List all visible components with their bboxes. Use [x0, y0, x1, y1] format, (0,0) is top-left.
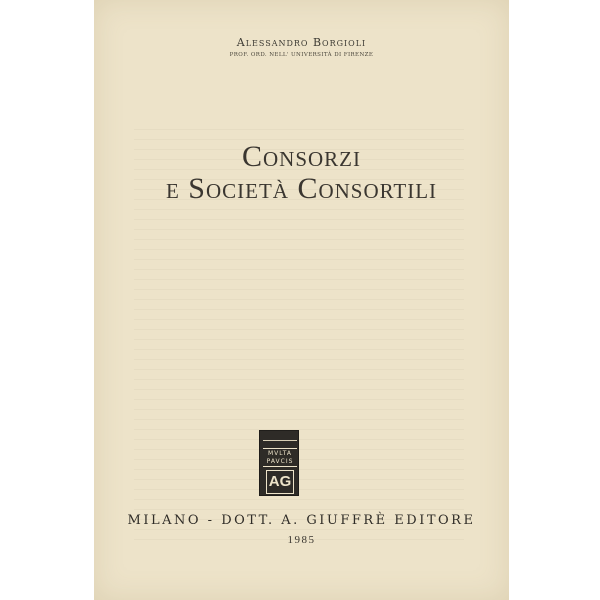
- logo-initials-box: [266, 470, 294, 494]
- book-title-line-1: Consorzi: [241, 140, 361, 173]
- title-page: [94, 0, 509, 600]
- author-name: Alessandro Borgioli: [236, 36, 367, 49]
- author-affiliation: PROF. ORD. NELL' UNIVERSITÀ DI FIRENZE: [229, 52, 374, 58]
- publisher-imprint: MILANO - DOTT. A. GIUFFRÈ EDITORE: [127, 513, 476, 528]
- logo-divider-bottom: [263, 466, 297, 467]
- logo-top-band: [263, 435, 297, 441]
- logo-motto-line-2: PAVCIS: [266, 458, 294, 465]
- logo-divider-top: [263, 448, 297, 449]
- publication-year: 1985: [287, 534, 316, 546]
- logo-initials: AG: [268, 473, 292, 490]
- publisher-logo: [259, 430, 299, 496]
- logo-motto-line-1: MVLTA: [267, 450, 293, 457]
- book-title-line-2: e Società Consortili: [165, 172, 438, 205]
